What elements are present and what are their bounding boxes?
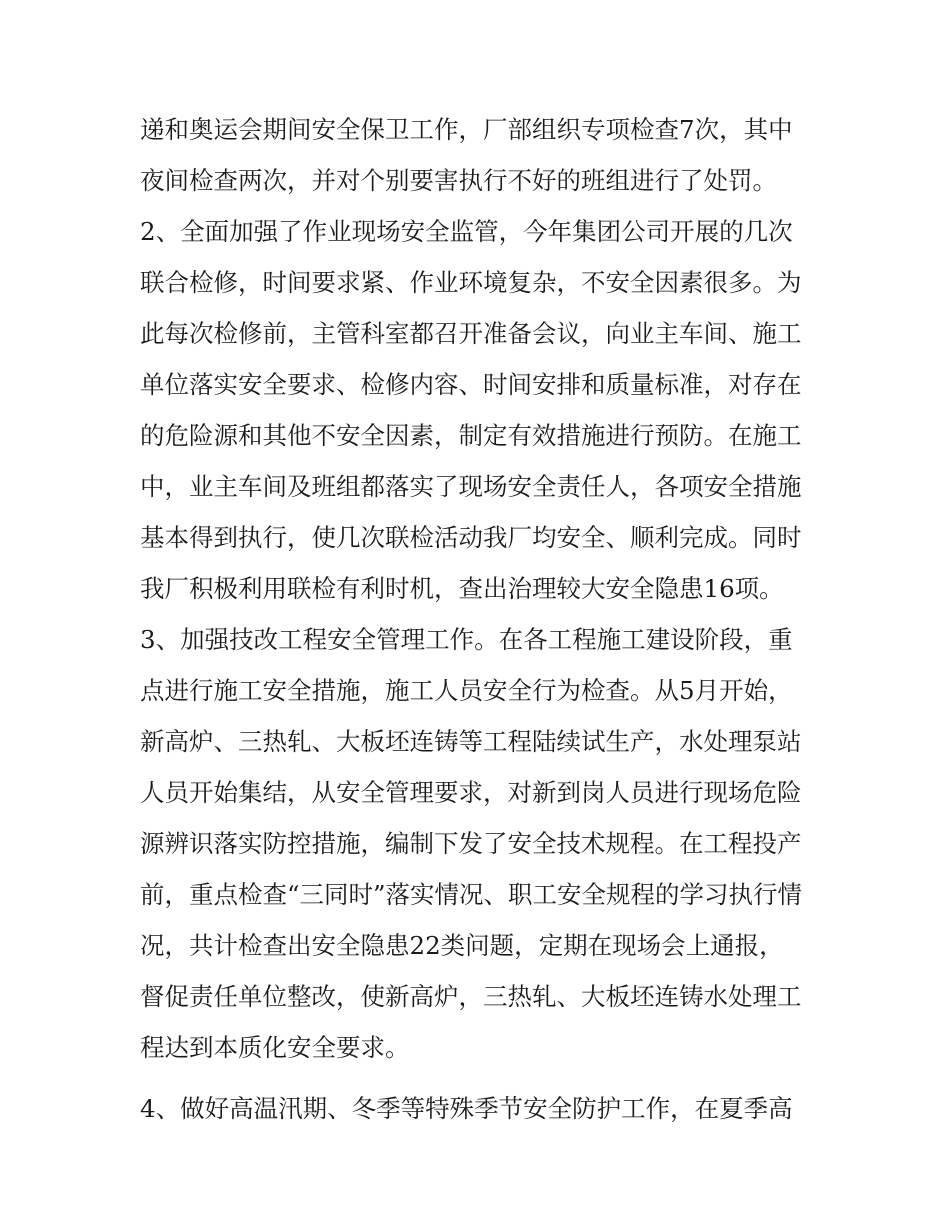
text-line: 况，共计检查出安全隐患22类问题，定期在现场会上通报，: [140, 931, 784, 960]
text-line: 人员开始集结，从安全管理要求，对新到岗人员进行现场危险: [140, 778, 802, 807]
text-line: 前，重点检查“三同时”落实情况、职工安全规程的学习执行情: [140, 880, 803, 909]
text-line: 3、加强技改工程安全管理工作。在各工程施工建设阶段，重: [140, 625, 793, 654]
text-line: 督促责任单位整改，使新高炉，三热轧、大板坯连铸水处理工: [140, 982, 802, 1011]
text-line: 2、全面加强了作业现场安全监管，今年集团公司开展的几次: [140, 217, 793, 246]
text-line: 4、做好高温汛期、冬季等特殊季节安全防护工作，在夏季高: [140, 1094, 793, 1123]
text-line: 我厂积极利用联检有利时机，查出治理较大安全隐患16项。: [140, 574, 784, 603]
text-line: 的危险源和其他不安全因素，制定有效措施进行预防。在施工: [140, 421, 802, 450]
text-line: 中，业主车间及班组都落实了现场安全责任人，各项安全措施: [140, 472, 802, 501]
text-line: 源辨识落实防控措施，编制下发了安全技术规程。在工程投产: [140, 829, 802, 858]
document-body: [140, 104, 820, 1134]
text-line: 单位落实安全要求、检修内容、时间安排和质量标准，对存在: [140, 370, 802, 399]
text-line: 点进行施工安全措施，施工人员安全行为检查。从5月开始，: [140, 676, 793, 705]
text-line: 基本得到执行，使几次联检活动我厂均安全、顺利完成。同时: [140, 523, 802, 552]
text-line: 递和奥运会期间安全保卫工作，厂部组织专项检查7次，其中: [140, 115, 793, 144]
text-line: 新高炉、三热轧、大板坯连铸等工程陆续试生产，水处理泵站: [140, 727, 802, 756]
text-line: 此每次检修前，主管科室都召开准备会议，向业主车间、施工: [140, 319, 802, 348]
text-line: 联合检修，时间要求紧、作业环境复杂，不安全因素很多。为: [140, 268, 802, 297]
text-line: 夜间检查两次，并对个别要害执行不好的班组进行了处罚。: [140, 166, 777, 195]
text-line: 程达到本质化安全要求。: [140, 1033, 410, 1062]
